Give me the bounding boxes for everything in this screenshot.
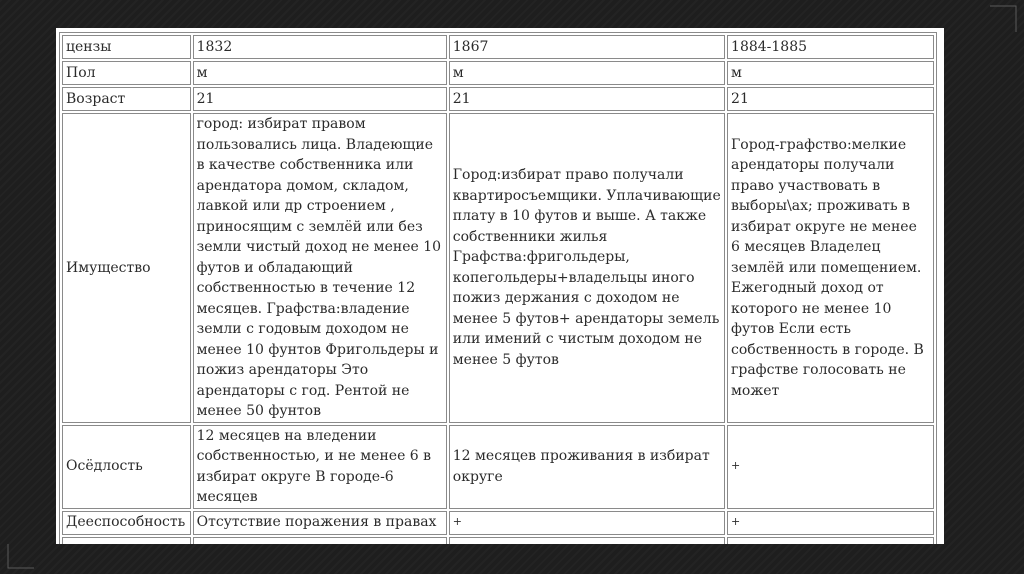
- table-cell: м: [193, 61, 447, 85]
- table-cell: [727, 537, 934, 545]
- table-row-residence: [62, 425, 934, 509]
- table-cell: [62, 537, 191, 545]
- row-label: Имущество: [62, 113, 191, 423]
- document-page: [56, 28, 944, 544]
- table-cell: [193, 537, 447, 545]
- census-table: [59, 32, 937, 544]
- table-cell: 12 месяцев на вледении собственностью, и не менее 6 в избират округе В городе-6 месяцев: [193, 425, 447, 509]
- table-cell: Город-графство:мелкие арендаторы получали право участвовать в выборы\ах; проживать в избират округе не менее 6 месяцев Владелец землёй или помещением. Ежегодный доход от которого не менее 10 футов Если есть собственность в городе. В графстве голосовать не может: [727, 113, 934, 423]
- header-year-1884-1885: 1884-1885: [727, 35, 934, 59]
- table-cell: 12 месяцев проживания в избират округе: [449, 425, 725, 509]
- row-label: Дееспособность: [62, 511, 191, 535]
- table-cell: 21: [449, 87, 725, 111]
- table-cell: м: [449, 61, 725, 85]
- table-cell: Отсутствие поражения в правах: [193, 511, 447, 535]
- row-label: Возраст: [62, 87, 191, 111]
- table-cell: +: [449, 511, 725, 535]
- table-row-partial: [62, 537, 934, 545]
- table-header-row: [62, 35, 934, 59]
- table-cell: Город:избират право получали квартиросъемщики. Уплачивающие плату в 10 футов и выше. А также собственники жилья Графства:фригольдеры, копегольдеры+владельцы иного пожиз держания с доходом не менее 5 футов+ арендаторы земель или имений с чистым доходом не менее 5 футов: [449, 113, 725, 423]
- table-row-gender: [62, 61, 934, 85]
- header-year-1867: 1867: [449, 35, 725, 59]
- table-cell: 21: [193, 87, 447, 111]
- row-label: Осёдлость: [62, 425, 191, 509]
- table-row-capacity: [62, 511, 934, 535]
- table-cell: город: избират правом пользовались лица. Владеющие в качестве собственника или арендатора домом, складом, лавкой или др строением , приносящим с землёй или без земли чистый доход не менее 10 футов и обладающий собственностью в течение 12 месяцев. Графства:владение земли с годовым доходом не менее 10 фунтов Фригольдеры и пожиз арендаторы Это арендаторы с год. Рентой не менее 50 фунтов: [193, 113, 447, 423]
- table-cell: +: [727, 511, 934, 535]
- table-cell: +: [727, 425, 934, 509]
- table-cell: м: [727, 61, 934, 85]
- header-year-1832: 1832: [193, 35, 447, 59]
- row-label: Пол: [62, 61, 191, 85]
- table-cell: 21: [727, 87, 934, 111]
- table-cell: [449, 537, 725, 545]
- header-label-cell: цензы: [62, 35, 191, 59]
- table-row-property: [62, 113, 934, 423]
- table-row-age: [62, 87, 934, 111]
